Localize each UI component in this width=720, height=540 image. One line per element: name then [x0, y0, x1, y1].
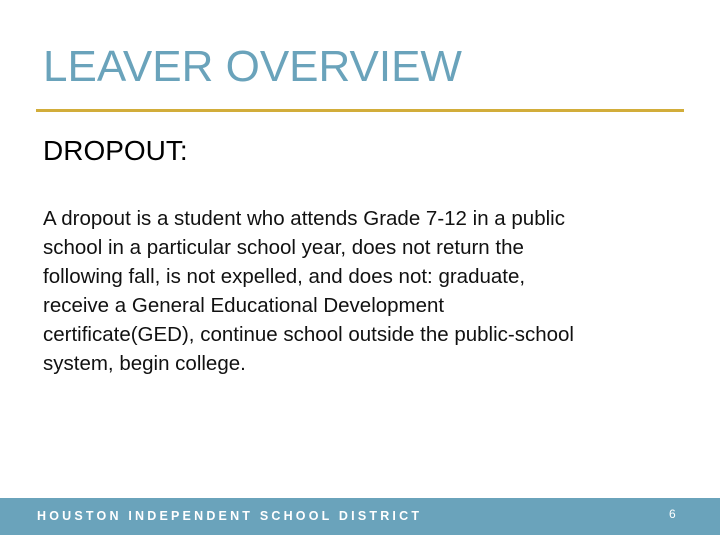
text-line: school in a particular school year, does not return the	[43, 236, 524, 259]
footer-bar	[0, 498, 720, 535]
page-number: 6	[669, 507, 676, 521]
footer-organization: HOUSTON INDEPENDENT SCHOOL DISTRICT	[37, 509, 423, 523]
text-line: receive a General Educational Development	[43, 294, 445, 317]
title-divider	[36, 109, 684, 112]
text-line: following fall, is not expelled, and does not: graduate,	[43, 265, 526, 288]
section-heading: DROPOUT:	[43, 135, 188, 166]
text-line: A dropout is a student who attends Grade 7-12 in a public	[43, 207, 565, 230]
definition-text	[43, 204, 574, 378]
text-line: certificate(GED), continue school outside the public-school	[43, 323, 574, 346]
text-line: system, begin college.	[43, 352, 246, 375]
slide-title: LEAVER OVERVIEW	[43, 42, 462, 91]
